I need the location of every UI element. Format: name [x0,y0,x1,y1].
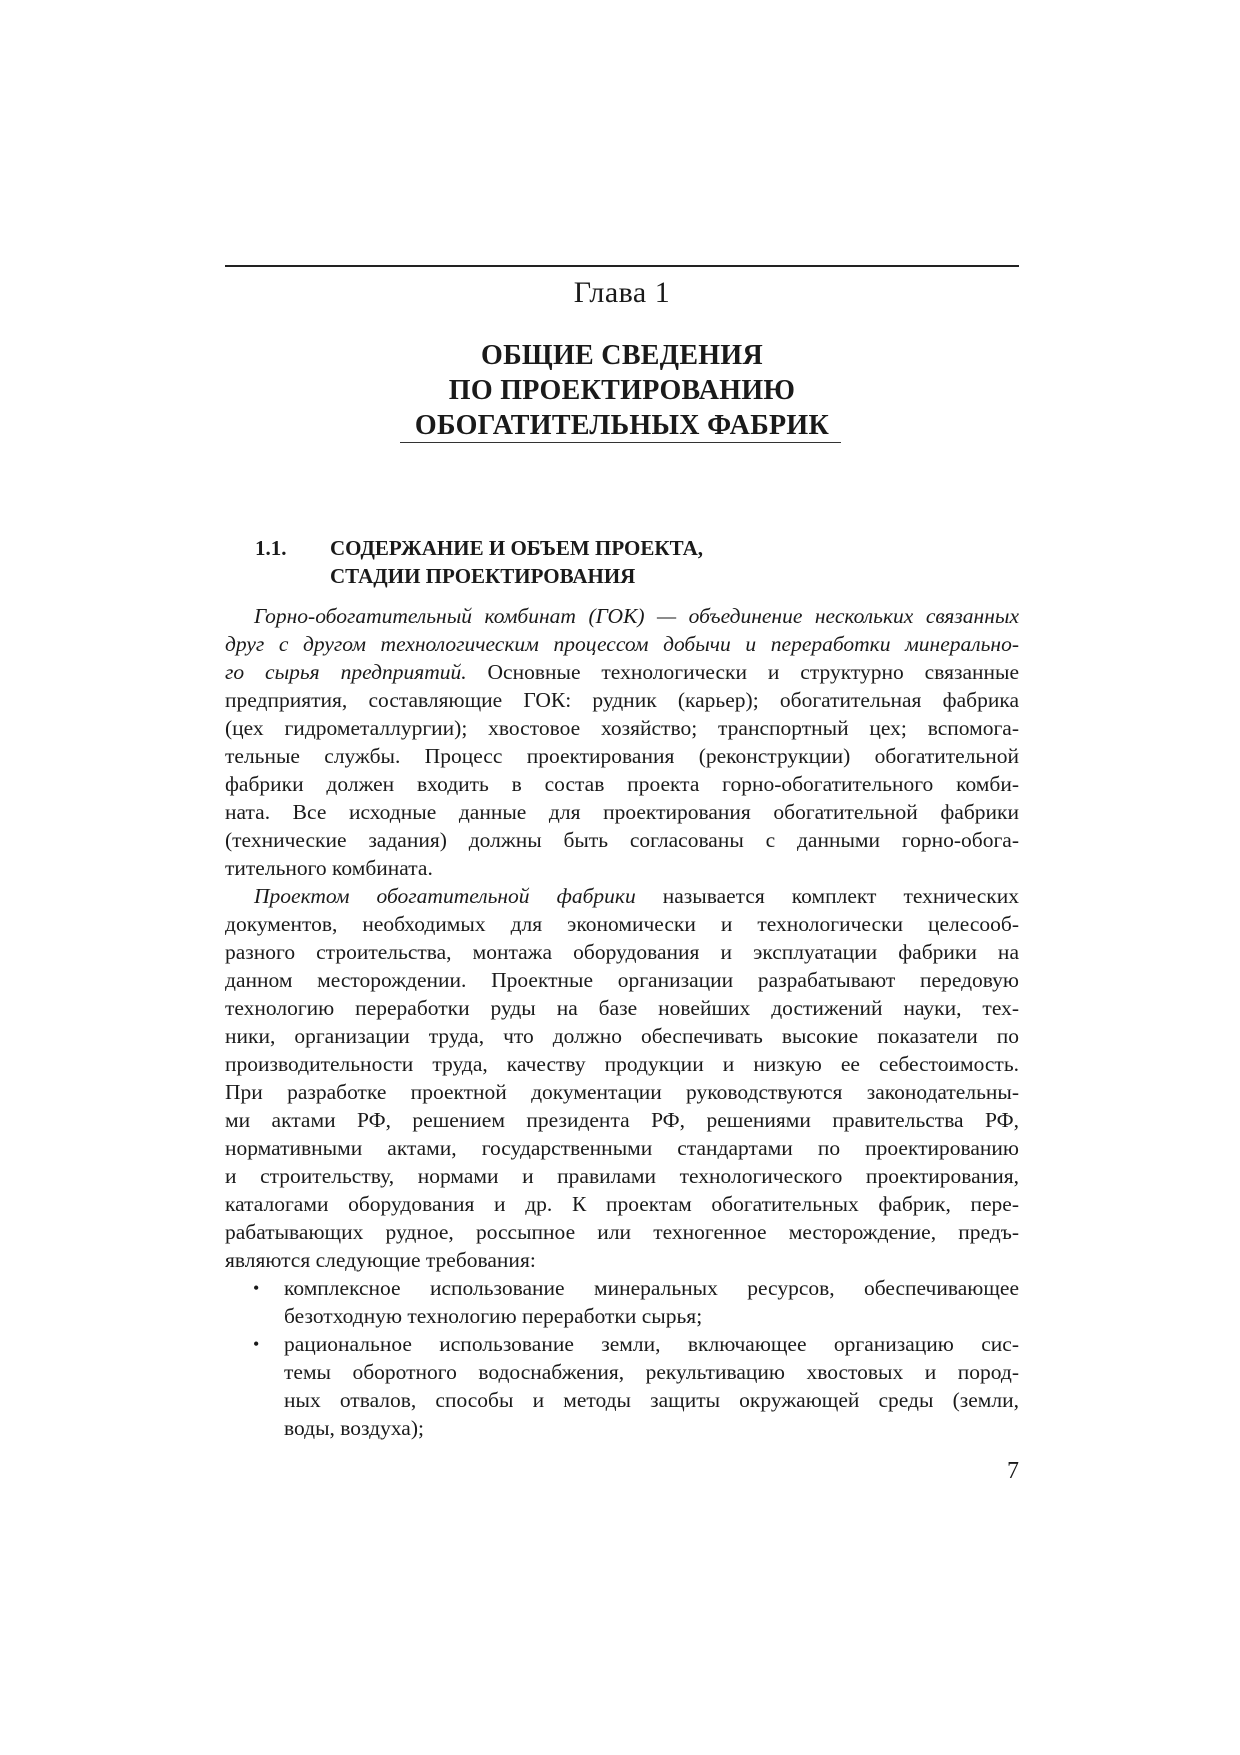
text-line: При разработке проектной документации руководствуются законодательны- [225,1080,1019,1104]
text-line: данном месторождении. Проектные организации разрабатывают передовую [225,968,1019,992]
text-line: являются следующие требования: [225,1248,536,1272]
body-text [225,602,1019,1442]
term-definition: Горно-обогатительный комбинат (ГОК) — объединение нескольких связанных [254,604,1019,628]
text-line: производительности труда, качеству продукции и низкую ее себестоимость. [225,1052,1019,1076]
text-line: рабатывающих рудное, россыпное или техногенное месторождение, предъ- [225,1220,1019,1244]
chapter-title-line: ПО ПРОЕКТИРОВАНИЮ [448,375,796,406]
list-item-text: рациональное использование земли, включающее организацию сис- [284,1332,1019,1356]
text-run: Основные технологически и структурно связанные [466,660,1019,684]
text-line [225,630,1019,658]
list-item-continuation: безотходную технологию переработки сырья; [284,1304,703,1328]
text-line: ники, организации труда, что должно обеспечивать высокие показатели по [225,1024,1019,1048]
term-definition: го сырья предприятий. [225,660,467,684]
text-line: ми актами РФ, решением президента РФ, решениями правительства РФ, [225,1108,1019,1132]
section-title [330,534,703,590]
list-item-continuation: воды, воздуха); [284,1416,424,1440]
text-line: нормативными актами, государственными стандартами по проектированию [225,1136,1019,1160]
text-line: фабрики должен входить в состав проекта горно-обогатительного комби- [225,772,1019,796]
list-item [225,1330,1019,1358]
text-line [225,882,1019,910]
text-line: предприятия, составляющие ГОК: рудник (карьер); обогатительная фабрика [225,688,1019,712]
section-title-line: СОДЕРЖАНИЕ И ОБЪЕМ ПРОЕКТА, [330,536,703,560]
list-item-text: комплексное использование минеральных ресурсов, обеспечивающее [284,1276,1019,1300]
chapter-title-rule [400,442,841,443]
text-line: ната. Все исходные данные для проектирования обогатительной фабрики [225,800,1019,824]
chapter-title-line: ОБОГАТИТЕЛЬНЫХ ФАБРИК [414,410,830,441]
chapter-title [225,338,1019,443]
text-line [225,602,1019,630]
text-line: разного строительства, монтажа оборудования и эксплуатации фабрики на [225,940,1019,964]
text-line: технологию переработки руды на базе новейших достижений науки, тех- [225,996,1019,1020]
term-definition: друг с другом технологическим процессом добычи и переработки минерально- [225,632,1019,656]
section-number: 1.1. [255,536,287,560]
text-line: и строительству, нормами и правилами технологического проектирования, [225,1164,1019,1188]
text-line [225,658,1019,686]
bullet-icon: • [253,1334,260,1354]
page-number: 7 [1007,1458,1019,1484]
chapter-label: Глава 1 [573,276,671,309]
text-line: (технические задания) должны быть согласованы с данными горно-обога- [225,828,1019,852]
list-item-continuation: темы оборотного водоснабжения, рекультивацию хвостовых и пород- [284,1360,1019,1384]
list-item [225,1274,1019,1302]
chapter-title-line: ОБЩИЕ СВЕДЕНИЯ [481,340,763,371]
text-line: каталогами оборудования и др. К проектам обогатительных фабрик, пере- [225,1192,1019,1216]
text-line: документов, необходимых для экономически и технологически целесооб- [225,912,1019,936]
text-line: тительного комбината. [225,856,433,880]
term-definition: Проектом обогатительной фабрики [254,884,636,908]
bullet-icon: • [253,1278,260,1298]
text-line: тельные службы. Процесс проектирования (реконструкции) обогатительной [225,744,1019,768]
text-run: называется комплект технических [635,884,1019,908]
list-item-continuation: ных отвалов, способы и методы защиты окружающей среды (земли, [284,1388,1019,1412]
section-title-line: СТАДИИ ПРОЕКТИРОВАНИЯ [330,564,636,588]
text-line: (цех гидрометаллургии); хвостовое хозяйство; транспортный цех; вспомога- [225,716,1019,740]
chapter-top-rule [225,265,1019,267]
